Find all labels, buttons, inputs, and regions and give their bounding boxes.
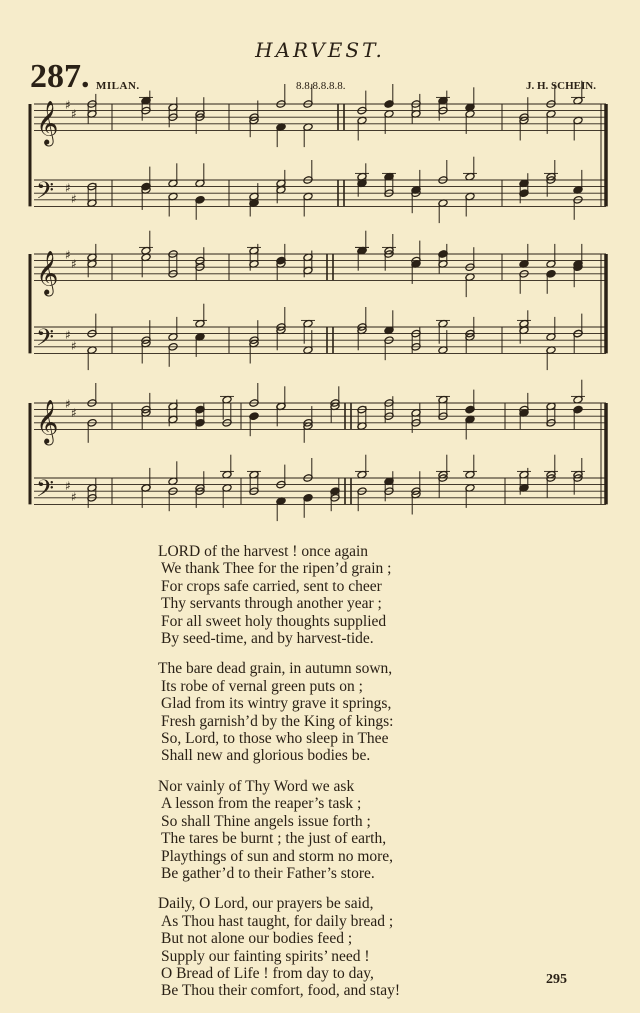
stanza-line: Be Thou their comfort, food, and stay! (161, 982, 401, 1000)
stanza-line: The tares be burnt ; the just of earth, (161, 830, 387, 848)
stanza (158, 778, 400, 882)
stanza-line: Its robe of vernal green puts on ; (161, 677, 363, 695)
stanza-line: We thank Thee for the ripen’d grain ; (161, 560, 392, 578)
hymn-text (158, 543, 400, 1013)
treble-clef-icon: 𝄞 (36, 250, 59, 295)
bass-clef-icon: 𝄢 (36, 474, 55, 508)
tune-name: MILAN. (96, 80, 140, 92)
stanza-line: For all sweet holy thoughts supplied (161, 612, 387, 630)
stanza-line: So, Lord, to those who sleep in Thee (161, 730, 389, 748)
first-word: LORD (158, 543, 201, 560)
stanza-line: Nor vainly of Thy Word we ask (158, 777, 355, 795)
sharp-icon: ♯ (71, 257, 77, 271)
stanza-line: Supply our fainting spirits’ need ! (161, 947, 370, 965)
stanza-line (158, 543, 400, 560)
sharp-icon: ♯ (65, 248, 71, 262)
bass-clef-icon: 𝄢 (36, 176, 55, 210)
stanza-line: Shall new and glorious bodies be. (161, 747, 371, 765)
meter: 8.8.8.8.8.8. (296, 80, 346, 92)
stanza-line: Glad from its wintry grave it springs, (161, 695, 392, 713)
stanza-line: As Thou hast taught, for daily bread ; (161, 912, 394, 930)
composer: J. H. SCHEIN. (526, 80, 596, 92)
sharp-icon: ♯ (71, 192, 77, 206)
stanza-line: By seed-time, and by harvest-tide. (161, 630, 374, 648)
first-line-rest: of the harvest ! once again (200, 543, 369, 560)
section-title: HARVEST. (255, 38, 385, 62)
sharp-icon: ♯ (71, 406, 77, 420)
stanza-line: For crops safe carried, sent to cheer (161, 577, 382, 595)
stanza-line: A lesson from the reaper’s task ; (161, 795, 362, 813)
sharp-icon: ♯ (71, 490, 77, 504)
stanza-line: So shall Thine angels issue forth ; (161, 812, 371, 830)
sharp-icon: ♯ (65, 181, 71, 195)
stanza-line: Be gather’d to their Father’s store. (161, 864, 375, 882)
sharp-icon: ♯ (65, 397, 71, 411)
sharp-icon: ♯ (65, 98, 71, 112)
treble-clef-icon: 𝄞 (36, 399, 59, 444)
sharp-icon: ♯ (71, 107, 77, 121)
bass-clef-icon: 𝄢 (36, 323, 55, 357)
sharp-icon: ♯ (65, 479, 71, 493)
stanza-line: Fresh garnish’d by the King of kings: (161, 712, 394, 730)
stanza-line: Daily, O Lord, our prayers be said, (158, 895, 374, 913)
stanza-line: Playthings of sun and storm no more, (161, 847, 394, 865)
stanza (158, 660, 400, 764)
stanza (158, 543, 400, 647)
stanza-line: But not alone our bodies feed ; (161, 930, 353, 948)
sharp-icon: ♯ (65, 328, 71, 342)
stanza (158, 895, 400, 999)
treble-clef-icon: 𝄞 (36, 100, 59, 145)
sharp-icon: ♯ (71, 339, 77, 353)
hymn-number: 287. (30, 58, 90, 95)
stanza-line: O Bread of Life ! from day to day, (161, 964, 374, 982)
page-number: 295 (546, 972, 567, 987)
stanza-line: Thy servants through another year ; (161, 595, 382, 613)
stanza-line: The bare dead grain, in autumn sown, (158, 660, 393, 678)
